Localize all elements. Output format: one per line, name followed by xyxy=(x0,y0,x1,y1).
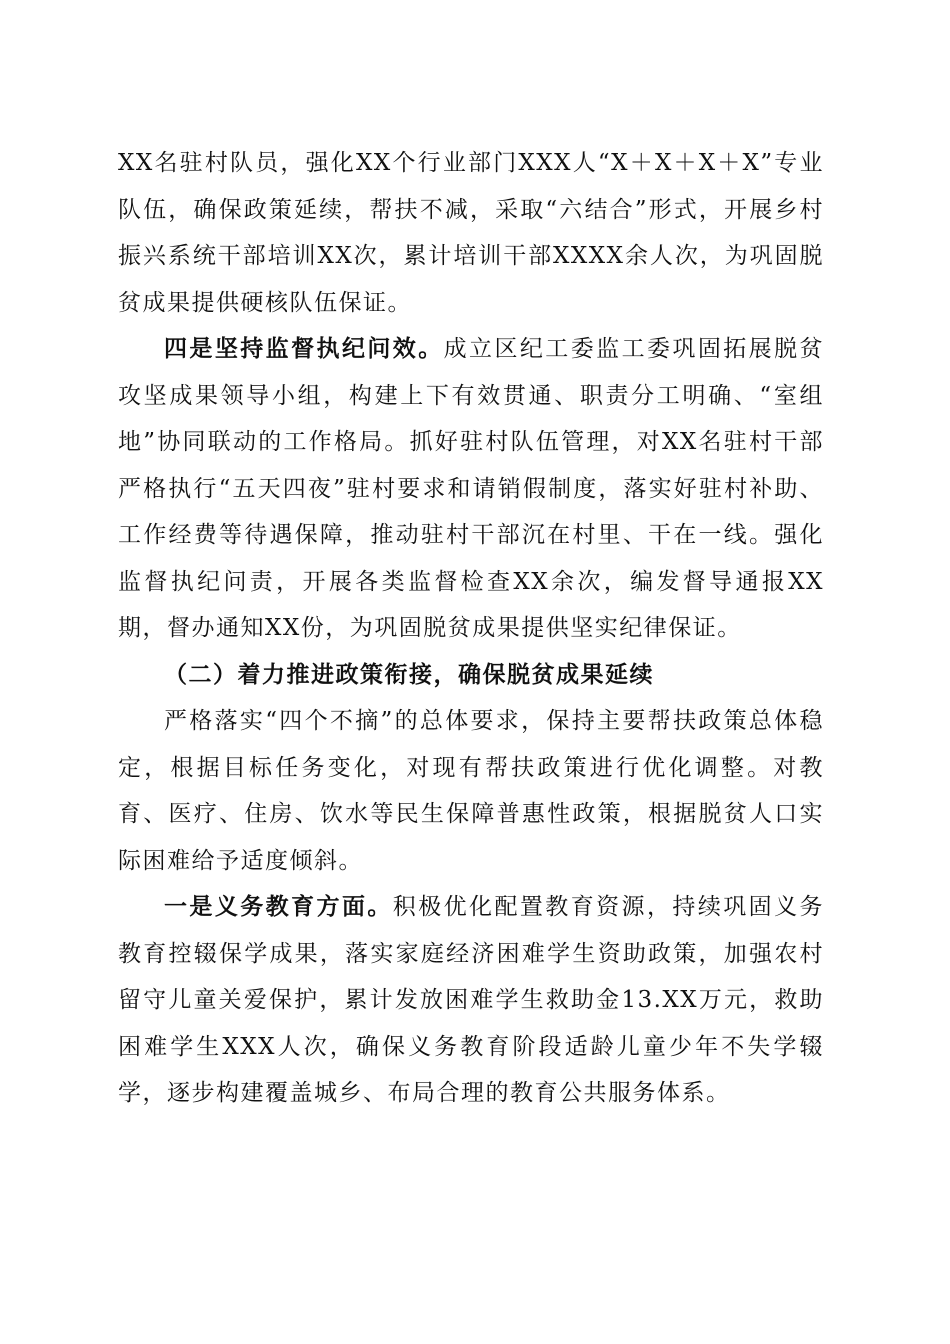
paragraph-lead: 一是义务教育方面。 xyxy=(164,893,393,920)
paragraph-policy xyxy=(118,698,824,884)
document-body xyxy=(118,140,824,1117)
paragraph-education xyxy=(118,884,824,1117)
paragraph-supervision xyxy=(118,326,824,652)
paragraph-text: 积极优化配置教育资源，持续巩固义务教育控辍保学成果，落实家庭经济困难学生资助政策，加强农村留守儿童关爱保护，累计发放困难学生救助金13.XX万元，救助困难学生XXX人次，确保义务教育阶段适龄儿童少年不失学辍学，逐步构建覆盖城乡、布局合理的教育公共服务体系。 xyxy=(118,894,825,1106)
paragraph-text: XX名驻村队员，强化XX个行业部门XXX人“X＋X＋X＋X”专业队伍，确保政策延续，帮扶不减，采取“六结合”形式，开展乡村振兴系统干部培训XX次，累计培训干部XXXX余人次，为巩固脱贫成果提供硬核队伍保证。 xyxy=(118,150,824,316)
paragraph-text: 严格落实“四个不摘”的总体要求，保持主要帮扶政策总体稳定，根据目标任务变化，对现有帮扶政策进行优化调整。对教育、医疗、住房、饮水等民生保障普惠性政策，根据脱贫人口实际困难给予适度倾斜。 xyxy=(118,708,824,874)
paragraph-text: 成立区纪工委监工委巩固拓展脱贫攻坚成果领导小组，构建上下有效贯通、职责分工明确、“室组地”协同联动的工作格局。抓好驻村队伍管理，对XX名驻村干部严格执行“五天四夜”驻村要求和请销假制度，落实好驻村补助、工作经费等待遇保障，推动驻村干部沉在村里、干在一线。强化监督执纪问责，开展各类监督检查XX余次，编发督导通报XX期，督办通知XX份，为巩固脱贫成果提供坚实纪律保证。 xyxy=(118,336,825,641)
paragraph-continuation xyxy=(118,140,824,326)
paragraph-lead: 四是坚持监督执纪问效。 xyxy=(164,335,444,362)
section-heading: （二）着力推进政策衔接，确保脱贫成果延续 xyxy=(164,660,654,688)
